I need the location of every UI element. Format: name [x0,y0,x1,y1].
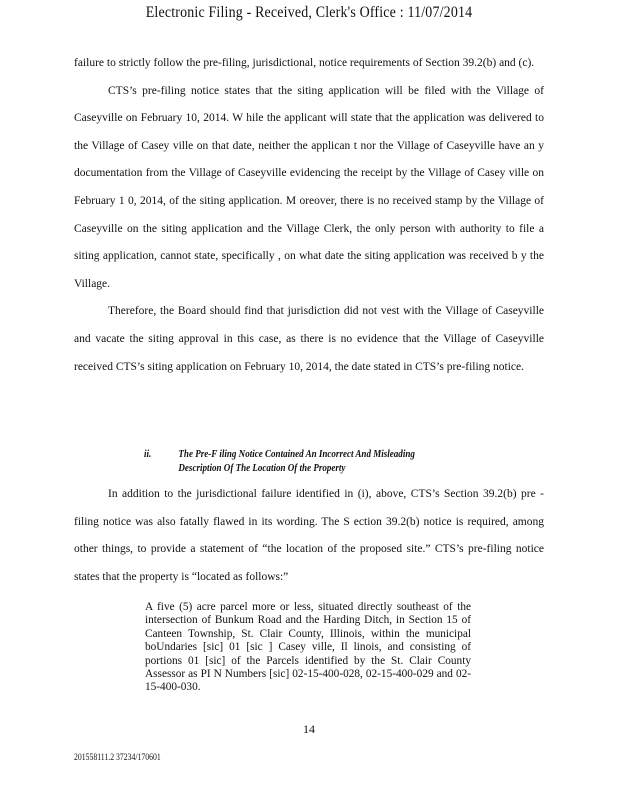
filing-header: Electronic Filing - Received, Clerk's Office : 11/07/2014 [145,4,473,21]
paragraph-pre-filing-notice: CTS’s pre-filing notice states that the siting application will be filed with the Village of Caseyville on February 10, 2014. W hile the applicant will state that the application was delivered to the Village of Casey ville on that date, neither the applican t nor the Village of Caseyville have an y documentation from the Village of Caseyville evidencing the receipt by the Village of Casey ville on February 1 0, 2014, of the siting application. M oreover, there is no received stamp by the Village of Caseyville on the siting application and the Village Clerk, the only person with authority to file a siting application, cannot state, specifically , on what date the siting application was received b y the Village. [74,84,544,290]
paragraph-continuation: failure to strictly follow the pre-filing, jurisdictional, notice requirements of Section 39.2(b) and (c). [74,57,535,69]
section-heading [144,448,471,476]
page-number: 14 [303,722,315,736]
section-number: ii. [144,449,152,460]
section-title-line1: The Pre-F iling Notice Contained An Incorrect And Misleading [178,449,415,460]
body-block-1 [74,50,544,381]
block-quote: A five (5) acre parcel more or less, situated directly southeast of the intersection of Bunkum Road and the Harding Ditch, in Section 15 of Canteen Township, St. Clair County, Illinois, within the municipal boUndaries [sic] 01 [sic ] Casey ville, Il linois, and consisting of portions 01 [sic] of the Parcels identified by the St. Clair County Assessor as PI N Numbers [sic] 02-15-400-028, 02-15-400-029 and 02-15-400-030. [145,601,471,694]
paragraph-conclusion: Therefore, the Board should find that jurisdiction did not vest with the Village of Caseyville and vacate the siting approval in this case, as there is no evidence that the Village of Caseyville received CTS’s siting application on February 10, 2014, the date stated in CTS’s pre-filing notice. [74,305,544,373]
document-id: 201558111.2 37234/170601 [74,752,161,762]
paragraph-notice-wording: In addition to the jurisdictional failure identified in (i), above, CTS’s Section 39.2(b) pre - filing notice was also fatally flawed in its wording. The S ection 39.2(b) notice is required, among other things, to provide a statement of “the location of the proposed site.” CTS’s pre-filing notice states that the property is “located as follows:” [74,488,544,583]
section-title-line2: Description Of The Location Of the Property [178,463,346,474]
body-block-2 [74,481,544,591]
